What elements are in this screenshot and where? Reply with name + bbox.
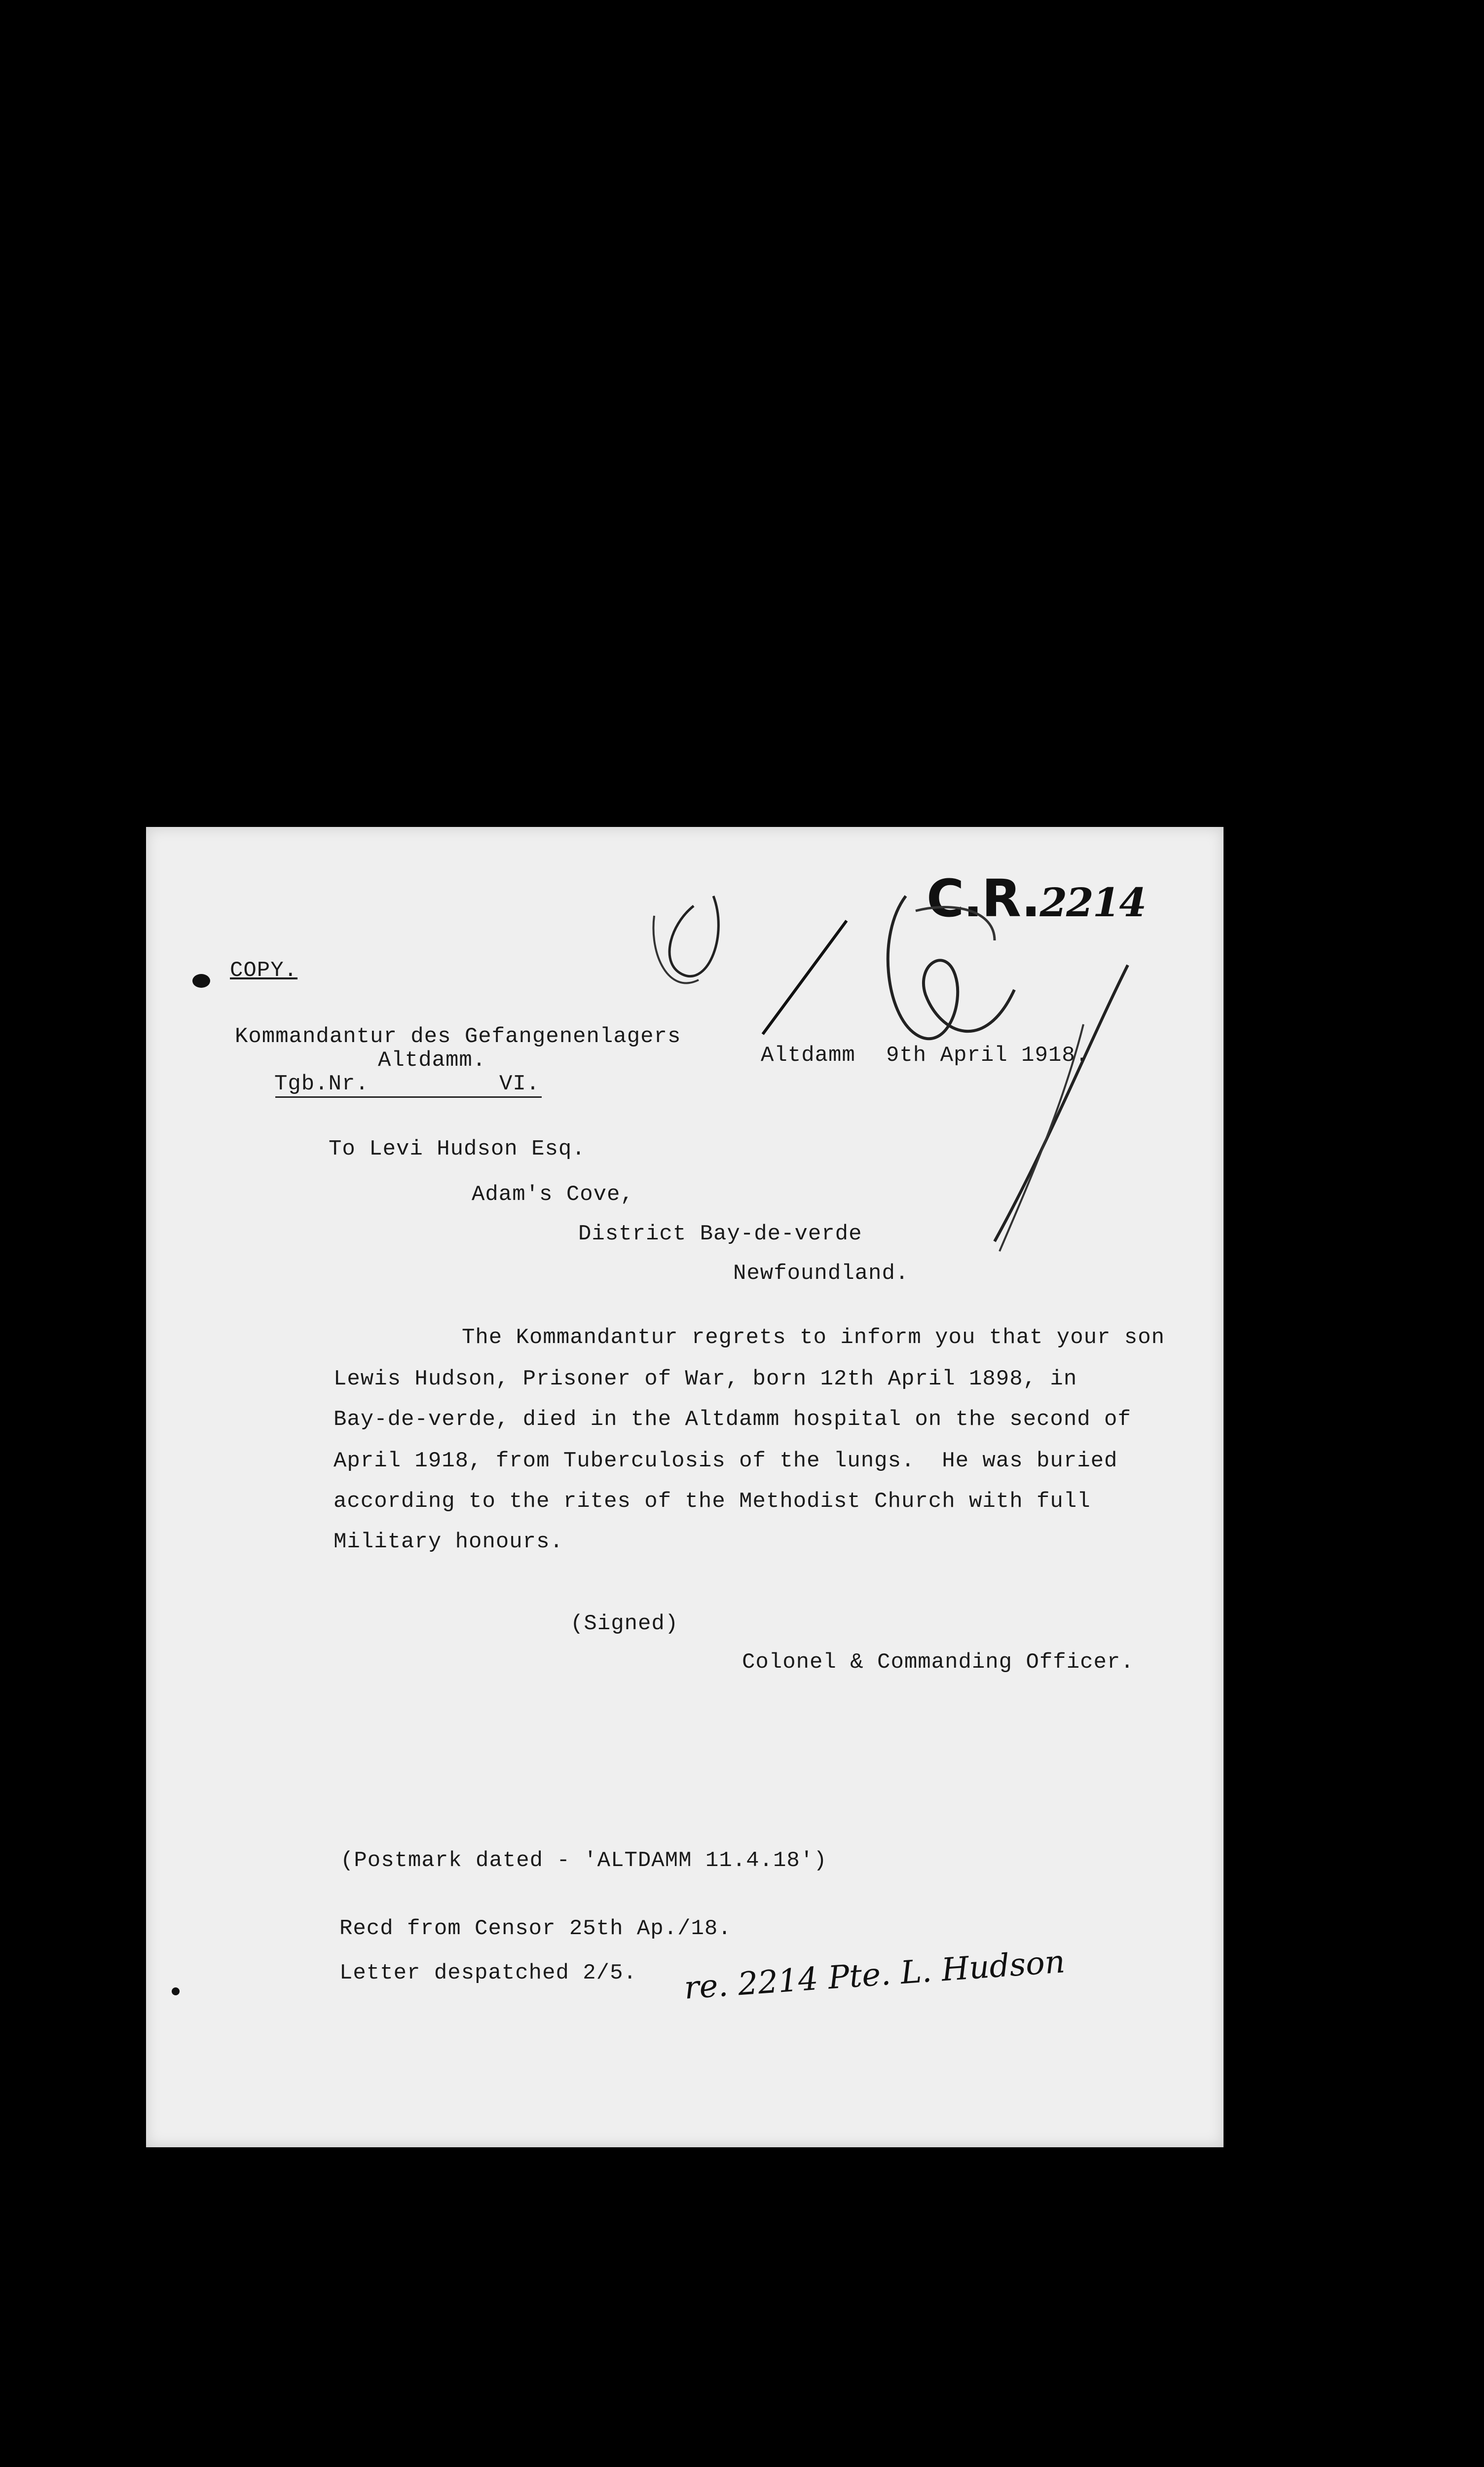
sender-line-2: Altdamm. bbox=[378, 1048, 486, 1073]
handwritten-note: re. 2214 Pte. L. Hudson bbox=[683, 1944, 1067, 2007]
letter-date: 9th April 1918. bbox=[886, 1043, 1089, 1068]
body-line-1: The Kommandantur regrets to inform you that your son bbox=[462, 1325, 1165, 1350]
reference-value: VI. bbox=[499, 1072, 540, 1096]
stamp-prefix: C.R. bbox=[927, 868, 1040, 929]
body-line-2: Lewis Hudson, Prisoner of War, born 12th April 1898, in bbox=[334, 1367, 1077, 1391]
received-note: Recd from Censor 25th Ap./18. bbox=[339, 1916, 732, 1941]
reference-underline bbox=[275, 1096, 542, 1098]
signatory: Colonel & Commanding Officer. bbox=[742, 1650, 1134, 1675]
despatched-note: Letter despatched 2/5. bbox=[339, 1961, 637, 1985]
addressee: To Levi Hudson Esq. bbox=[329, 1137, 586, 1161]
address-line-3: Newfoundland. bbox=[733, 1261, 909, 1286]
address-line-1: Adam's Cove, bbox=[472, 1182, 634, 1207]
body-line-5: according to the rites of the Methodist Church with full bbox=[334, 1489, 1091, 1514]
letter-page bbox=[146, 827, 1224, 2147]
body-line-3: Bay-de-verde, died in the Altdamm hospital on the second of bbox=[334, 1407, 1131, 1432]
body-line-6: Military honours. bbox=[334, 1530, 563, 1554]
stamp-number: 2214 bbox=[1039, 879, 1146, 926]
postmark-note: (Postmark dated - 'ALTDAMM 11.4.18') bbox=[340, 1848, 827, 1873]
body-line-4: April 1918, from Tuberculosis of the lungs. He was buried bbox=[334, 1449, 1118, 1473]
copy-mark: COPY. bbox=[230, 958, 298, 983]
reference-label: Tgb.Nr. bbox=[274, 1072, 369, 1096]
sender-line-1: Kommandantur des Gefangenenlagers bbox=[235, 1024, 681, 1049]
address-line-2: District Bay-de-verde bbox=[578, 1222, 862, 1246]
letter-place: Altdamm bbox=[761, 1043, 855, 1068]
signed-note: (Signed) bbox=[570, 1611, 679, 1636]
